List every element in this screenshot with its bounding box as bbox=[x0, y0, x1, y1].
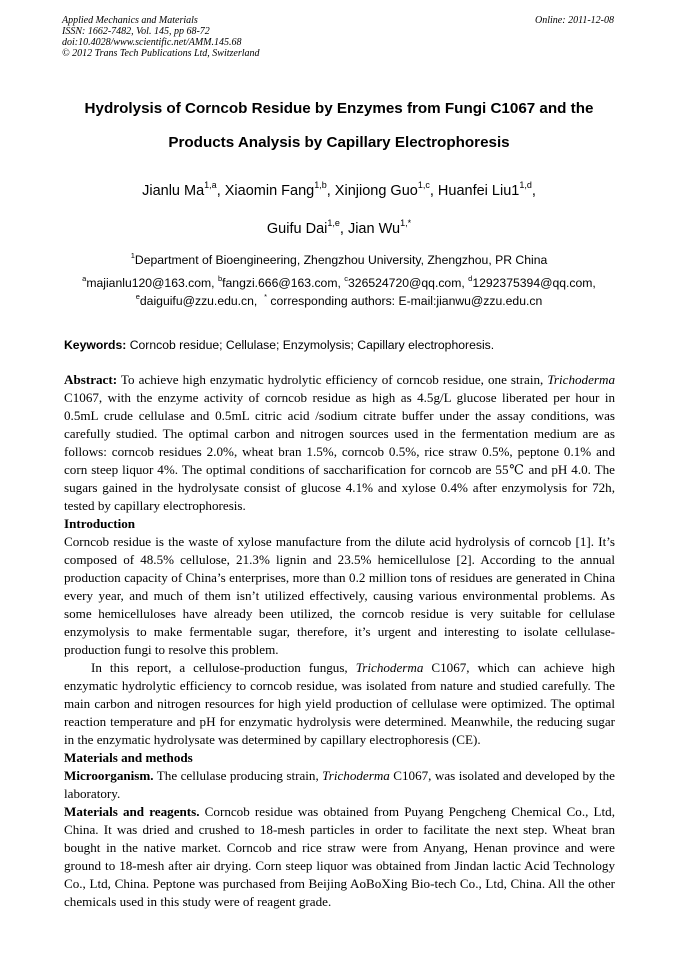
subsection-label: Microorganism. bbox=[64, 768, 154, 783]
section-heading-methods: Materials and methods bbox=[64, 750, 193, 765]
journal-header bbox=[62, 15, 614, 59]
author-name: Xinjiong Guo bbox=[334, 183, 418, 199]
author-emails bbox=[40, 274, 638, 310]
authors-line-2: Guifu Dai$^{1,e}$, Jian $Wu^{1,*}$ bbox=[266, 218, 412, 237]
email-address: 1292375394@qq.com, bbox=[472, 276, 596, 290]
author-affil-sup: 1,b bbox=[314, 180, 327, 191]
email-sup: * bbox=[264, 291, 268, 301]
author-name: Jianlu Ma bbox=[142, 183, 205, 199]
keywords bbox=[64, 337, 614, 353]
issn-line: ISSN: 1662-7482, Vol. 145, pp 68-72 bbox=[62, 26, 210, 37]
section-heading-introduction: Introduction bbox=[64, 516, 136, 531]
author-affil-sup: 1,c bbox=[417, 180, 430, 191]
subsection-label: Materials and reagents. bbox=[64, 804, 200, 819]
email-address: daiguifu@zzu.edu.cn, bbox=[139, 294, 258, 308]
online-date: Online: 2011-12-08 bbox=[535, 15, 614, 26]
paper-body bbox=[64, 371, 615, 911]
paragraph-text: The cellulase producing strain, bbox=[156, 768, 319, 783]
email-address: majianlu120@163.com, bbox=[86, 276, 215, 290]
email-sup: e bbox=[135, 291, 140, 301]
intro-paragraph-1: Corncob residue is the waste of xylose manufacture from the dilute acid hydrolysis of corncob [1]. It’s composed of 48.5% cellulose, 21.3% lignin and 23.5% hemicellulose [2]. According to the annual production capacity of China’s enterprises, more than 0.2 million tons of residues are generated in China every year, and much of them isn’t utilized effectively, causing various environmental problems. As some hemicelluloses have already been utilized, the corncob residue is very suitable for cellulase enzymolysis to make fermentable sugar, therefore, it’s urgent and interesting to isolate cellulase-production fungi to resolve this problem. bbox=[64, 534, 615, 657]
keywords-label: Keywords: bbox=[64, 338, 127, 352]
title-line-1: Hydrolysis of Corncob Residue by Enzymes from Fungi C1067 and the bbox=[84, 100, 594, 117]
author-name: Jian Wu bbox=[347, 221, 401, 237]
author-name: Xiaomin Fang bbox=[224, 183, 315, 199]
paragraph-text: C1067, which can achieve high enzymatic hydrolytic efficiency to corncob residue, was isolated from nature and studied carefully. The main carbon and nitrogen resources for high yield production of cellulase were optimized. The optimal reaction temperature and pH for enzymatic hydrolysis were determined. Meanwhile, the reducing sugar in the enzymatic hydrolysate was determined by capillary electrophoresis (CE). bbox=[64, 660, 615, 747]
affiliation-text: Department of Bioengineering, Zhengzhou University, Zhengzhou, PR China bbox=[134, 253, 548, 267]
paper-title bbox=[40, 92, 638, 160]
email-sup: c bbox=[344, 273, 349, 283]
materials-paragraph bbox=[64, 803, 615, 911]
emails-line-2 bbox=[40, 292, 638, 310]
affiliation bbox=[30, 249, 648, 271]
doi-line: doi:10.4028/www.scientific.net/AMM.145.68 bbox=[62, 37, 242, 48]
abstract-label: Abstract: bbox=[64, 372, 118, 387]
author-list bbox=[30, 172, 648, 248]
email-address: 326524720@qq.com, bbox=[348, 276, 465, 290]
microorganism-paragraph bbox=[64, 767, 615, 803]
authors-line-1: Jianlu Ma$^{1,a}$, Xiaomin Fang$^{1,b}$, Xinjiong Guo$^{1,c}$, Huanfei Liu1$^{1,d}$, bbox=[142, 180, 536, 199]
author-affil-sup: 1,* bbox=[400, 218, 412, 229]
abstract-text: C1067, with the enzyme activity of corncob residue as high as 4.5g/L glucose liberated per hour in 0.5mL crude cellulase and 0.5mL citric acid /sodium citrate buffer under the assay conditions, was carefully studied. The optimal carbon and nitrogen sources used in the fermentation medium are as follows: corncob residues 2.0%, wheat bran 1.5%, corncob 0.5%, rice straw 0.5%, peptone 0.1% and corn steep liquor 4%. The optimal conditions of saccharification for corncob are 55℃ and pH 4.0. The sugars gained in the hydrolysate consist of glucose 4.1% and xylose 0.4% after enzymolysis for 72h, tested by capillary electrophoresis. bbox=[64, 390, 615, 513]
author-affil-sup: 1,a bbox=[204, 180, 217, 191]
affiliation-sup: 1 bbox=[130, 250, 135, 260]
email-address: fangzi.666@163.com, bbox=[222, 276, 341, 290]
email-sup: b bbox=[217, 273, 223, 283]
author-name: Huanfei Liu1 bbox=[437, 183, 520, 199]
corresponding-author: corresponding authors: E-mail:jianwu@zzu.edu.cn bbox=[270, 294, 543, 308]
author-affil-sup: 1,e bbox=[327, 218, 340, 229]
keywords-text: Corncob residue; Cellulase; Enzymolysis; Capillary electrophoresis. bbox=[129, 338, 495, 352]
paragraph-text: C1067, was isolated and developed by the laboratory. bbox=[64, 768, 615, 801]
intro-paragraph-2 bbox=[64, 659, 615, 749]
journal-name: Applied Mechanics and Materials bbox=[62, 15, 198, 26]
emails-line-1 bbox=[40, 274, 638, 292]
email-sup: d bbox=[468, 273, 473, 283]
author-name: Guifu Dai bbox=[266, 221, 328, 237]
email-sup: a bbox=[82, 273, 87, 283]
title-line-2: Products Analysis by Capillary Electrophoresis bbox=[168, 134, 510, 151]
abstract-text: To achieve high enzymatic hydrolytic efficiency of corncob residue, one strain, bbox=[120, 372, 544, 387]
abstract bbox=[64, 371, 615, 515]
author-affil-sup: 1,d bbox=[519, 180, 532, 191]
paragraph-text: In this report, a cellulose-production fungus, bbox=[91, 660, 348, 675]
species-name: Trichoderma bbox=[547, 372, 615, 387]
species-name: Trichoderma bbox=[322, 768, 390, 783]
paragraph-text: Corncob residue was obtained from Puyang Pengcheng Chemical Co., Ltd, China. It was dried and crushed to 18-mesh particles in order to facilitate the next step. Wheat bran bought in the native market. Corncob and rice straw were from Anyang, Henan province and were ground to 18-mesh after air drying. Corn steep liquor was obtained from Jindan lactic Acid Technology Co., Ltd, China. Peptone was purchased from Beijing AoBoXing Bio-tech Co., Ltd, China. All the other chemicals used in this study were of reagent grade. bbox=[64, 804, 615, 909]
copyright-line: © 2012 Trans Tech Publications Ltd, Switzerland bbox=[62, 48, 260, 59]
species-name: Trichoderma bbox=[355, 660, 424, 675]
